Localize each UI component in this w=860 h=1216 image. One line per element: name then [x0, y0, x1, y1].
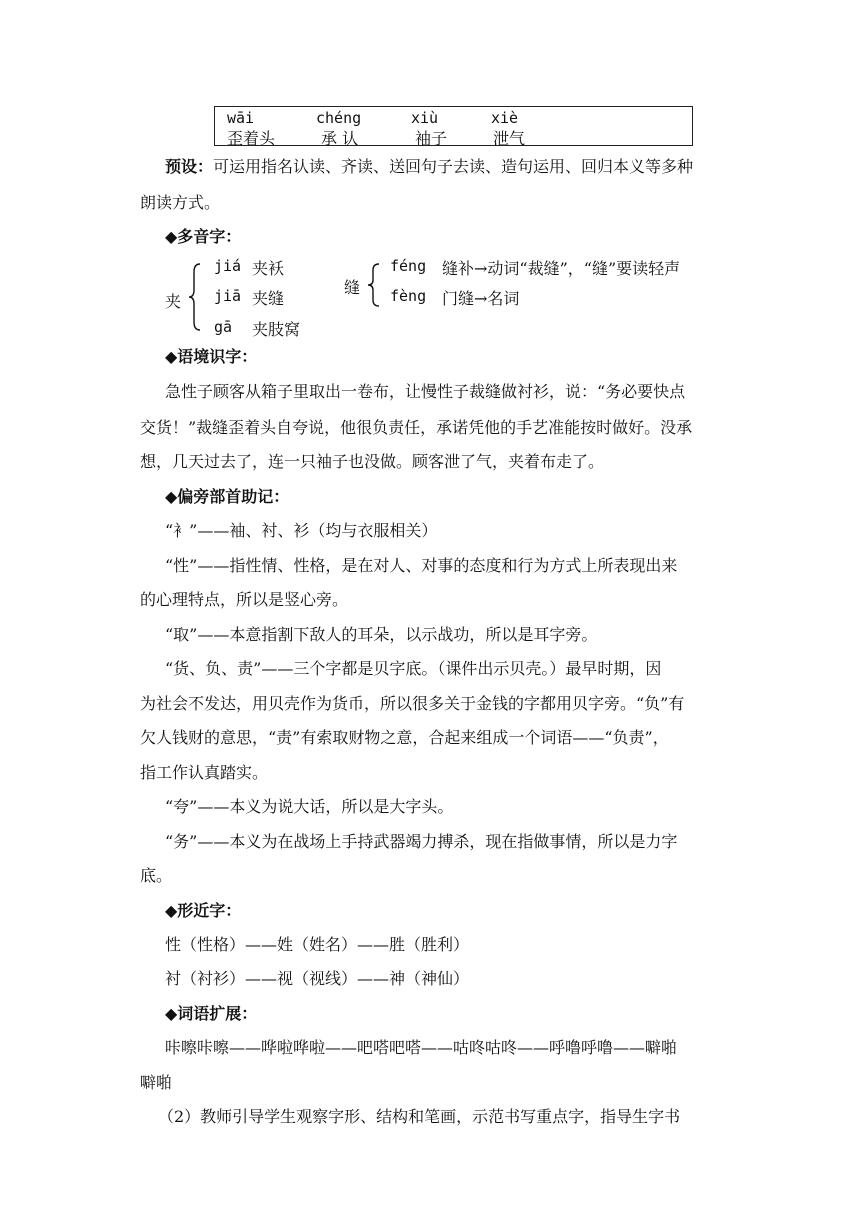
preset-label: 预设：: [165, 157, 214, 176]
word-jia-feng: 夹缝: [252, 289, 285, 308]
similar-heading: ◆形近字：: [165, 901, 242, 920]
teacher-guide-line: （2）教师引导学生观察字形、结构和笔画，示范书写重点字，指导生字书: [158, 1107, 681, 1126]
word-xie-qi: 泄气: [493, 129, 526, 148]
pinyin-feng4: fèng: [390, 287, 427, 305]
context-heading: ◆语境识字：: [165, 347, 258, 366]
pinyin-jia2: jiá: [214, 257, 242, 275]
pinyin-wai: wāi: [227, 109, 255, 127]
preset-line-1: 预设：可运用指名认读、齐读、送回句子去读、造句运用、回归本义等多种: [165, 157, 694, 176]
context-line-1: 急性子顾客从箱子里取出一卷布，让慢性子裁缝做衬衫，说：“务必要快点: [165, 382, 686, 401]
pinyin-xiu: xiù: [411, 109, 439, 127]
radical-bei-line-1: “货、负、责”——三个字都是贝字底。（课件出示贝壳。）最早时期，因: [165, 659, 662, 678]
polyphone-char-feng: 缝: [344, 278, 361, 297]
radical-bei-line-4: 指工作认真踏实。: [140, 763, 269, 782]
expand-heading: ◆词语扩展：: [165, 1004, 258, 1023]
pinyin-xie: xiè: [491, 109, 519, 127]
word-ga-zhi-wo: 夹肢窝: [252, 320, 301, 339]
pinyin-jia1: jiā: [214, 287, 242, 305]
word-xiu-zi: 袖子: [415, 129, 448, 148]
pinyin-vocab-box: [214, 106, 693, 146]
pinyin-ga: gā: [214, 318, 233, 336]
radical-wu-line-2: 底。: [140, 866, 173, 885]
word-cheng-ren: 承 认: [321, 129, 359, 148]
expand-line-1: 咔嚓咔嚓——哗啦哗啦——吧嗒吧嗒——咕咚咕咚——呼噜呼噜——噼啪: [165, 1038, 678, 1057]
word-jia-ao: 夹袄: [252, 259, 285, 278]
radical-wu-line-1: “务”——本义为在战场上手持武器竭力搏杀，现在指做事情，所以是力字: [165, 832, 678, 851]
pinyin-cheng: chéng: [316, 109, 362, 127]
pinyin-feng2: féng: [390, 257, 427, 275]
feng-reading-1: 缝补→动词“裁缝”，“缝”要读轻声: [442, 259, 681, 278]
radical-kua: “夸”——本义为说大话，所以是大字头。: [165, 797, 454, 816]
radical-xing-line-1: “性”——指性情、性格，是在对人、对事的态度和行为方式上所表现出来: [165, 556, 678, 575]
context-line-3: 想，几天过去了，连一只袖子也没做。顾客泄了气，夹着布走了。: [140, 452, 605, 471]
radical-xing-line-2: 的心理特点，所以是竖心旁。: [140, 590, 349, 609]
similar-line-1: 性（性格）——姓（姓名）——胜（胜利）: [165, 935, 470, 954]
brace-icon-feng: [367, 262, 381, 308]
radical-qu: “取”——本意指割下敌人的耳朵，以示战功，所以是耳字旁。: [165, 625, 598, 644]
expand-line-2: 噼啪: [140, 1073, 173, 1092]
radical-clothing: “衤”——袖、衬、衫（均与衣服相关）: [165, 521, 438, 540]
polyphone-heading: ◆多音字：: [165, 227, 242, 246]
brace-icon-jia: [188, 262, 202, 332]
word-wai-zhe-tou: 歪着头: [227, 129, 276, 148]
radical-bei-line-3: 欠人钱财的意思，“责”有索取财物之意，合起来组成一个词语——“负责”，: [140, 728, 669, 747]
radical-bei-line-2: 为社会不发达，用贝壳作为货币，所以很多关于金钱的字都用贝字旁。“负”有: [140, 694, 685, 713]
preset-line-2: 朗读方式。: [140, 193, 221, 212]
polyphone-char-jia: 夹: [165, 292, 182, 311]
feng-reading-2: 门缝→名词: [442, 289, 520, 308]
similar-line-2: 衬（衬衫）——视（视线）——神（神仙）: [165, 969, 470, 988]
radicals-heading: ◆偏旁部首助记：: [165, 487, 290, 506]
context-line-2: 交货！”裁缝歪着头自夸说，他很负责任，承诺凭他的手艺准能按时做好。没承: [140, 418, 693, 437]
